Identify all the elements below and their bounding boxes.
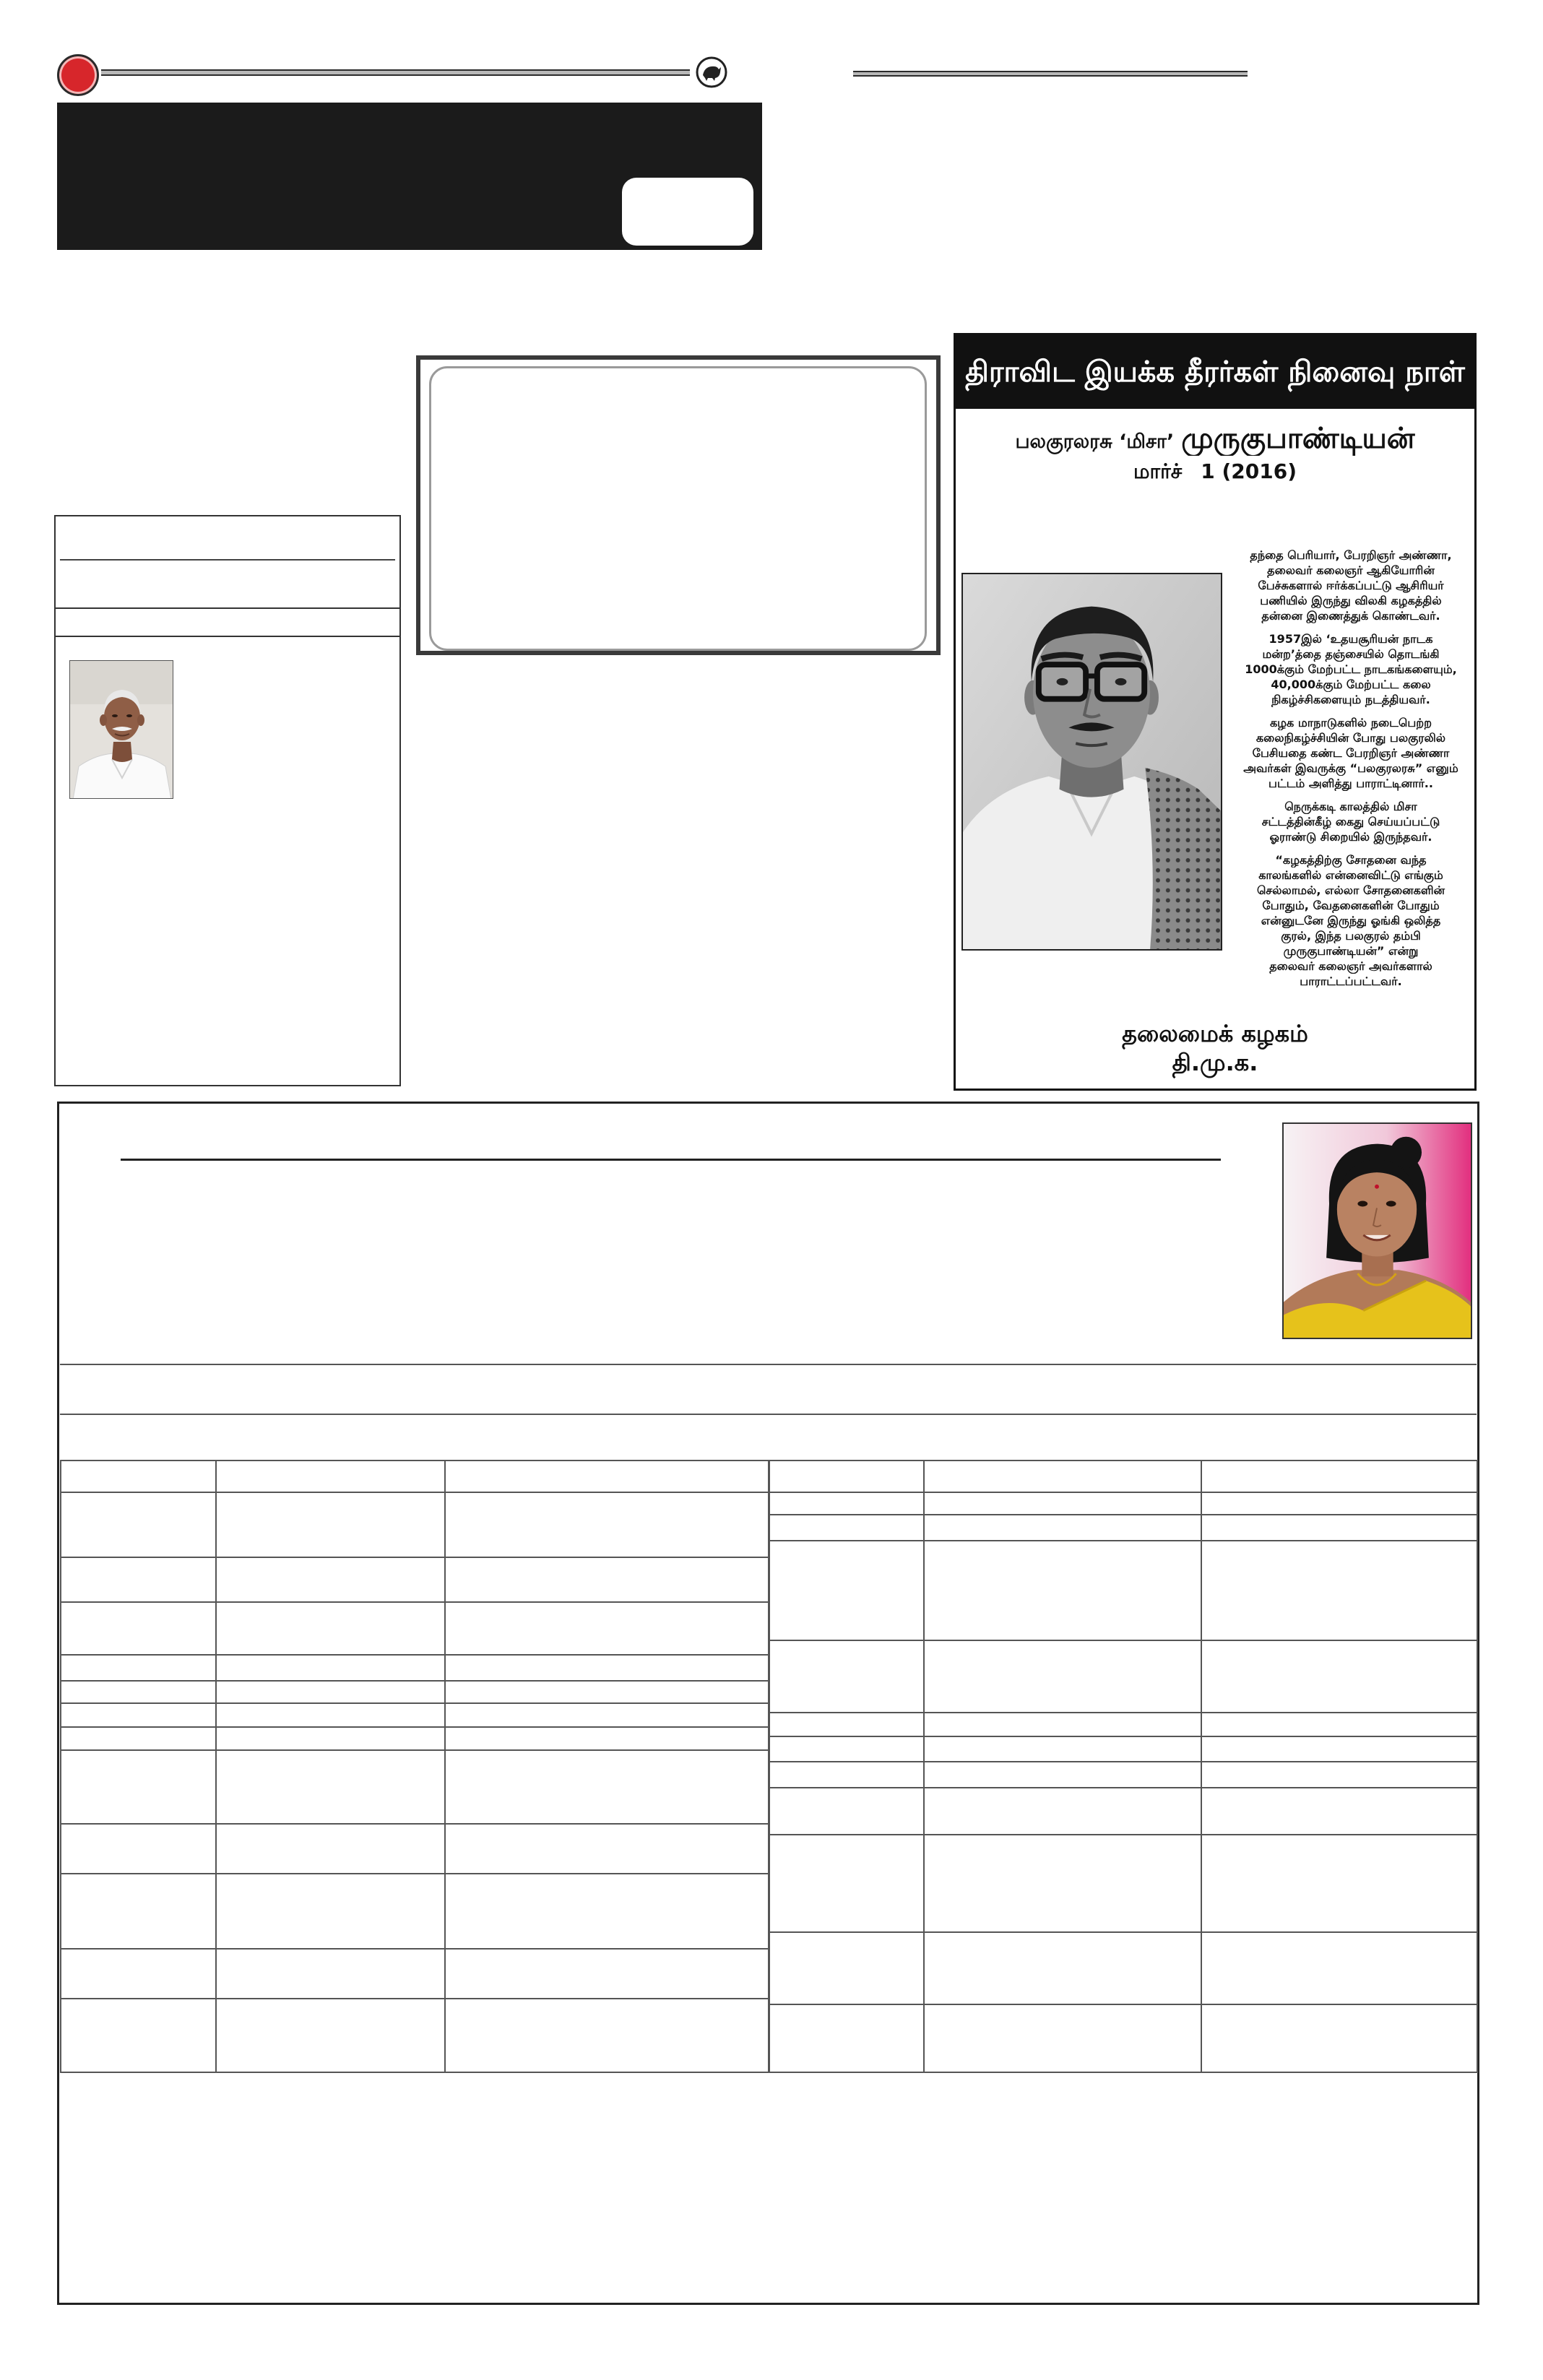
table-cell	[445, 1655, 769, 1681]
table-cell	[1201, 1932, 1477, 2004]
ad-biography	[1228, 548, 1474, 997]
table-cell	[769, 1788, 924, 1835]
bio-line: தலைவர் கலைஞர் அவர்களால்	[1269, 959, 1432, 973]
table-cell	[924, 1713, 1201, 1736]
table-cell	[216, 1681, 445, 1703]
table-cell	[445, 1703, 769, 1727]
bio-paragraph	[1228, 715, 1474, 791]
table-cell	[1201, 1640, 1477, 1713]
section-rule	[60, 1414, 1477, 1415]
table-cell	[924, 1640, 1201, 1713]
bio-line: நிகழ்ச்சிகளையும் நடத்தியவர்.	[1271, 693, 1430, 706]
headline-rule	[121, 1159, 1221, 1161]
elder-portrait-illustration	[70, 661, 173, 799]
table-cell	[61, 1461, 216, 1492]
bull-emblem-icon	[695, 56, 728, 89]
ad-date-value: 1 (2016)	[1201, 459, 1297, 483]
table-cell	[61, 1949, 216, 1999]
bio-line: பாராட்டப்பட்டவர்.	[1300, 974, 1402, 988]
table-row	[61, 1727, 769, 1750]
bio-line: “கழகத்திற்கு சோதனை வந்த	[1275, 853, 1427, 867]
section-rule	[60, 1364, 1477, 1365]
bio-paragraph	[1228, 799, 1474, 844]
woman-portrait-illustration	[1284, 1124, 1471, 1338]
bio-line: போதும், வேதனைகளின் போதும்	[1262, 899, 1440, 912]
table-row	[769, 1713, 1477, 1736]
bottom-article-box	[57, 1102, 1479, 2305]
bio-paragraph	[1228, 852, 1474, 989]
table-cell	[61, 1824, 216, 1874]
table-cell	[216, 1655, 445, 1681]
bio-line: பணியில் இருந்து விலகி கழகத்தில்	[1260, 594, 1442, 607]
portrait-face	[1337, 1159, 1417, 1256]
bio-line: சட்டத்தின்கீழ் கைது செய்யப்பட்டு	[1261, 815, 1440, 828]
table-row	[769, 1640, 1477, 1713]
table-cell	[445, 1681, 769, 1703]
ad-date-month: மார்ச்	[1133, 459, 1183, 483]
table-cell	[924, 1736, 1201, 1762]
bio-line: தன்னை இணைத்துக் கொண்டவர்.	[1261, 609, 1440, 623]
bio-line: ஓராண்டு சிறையில் இருந்தவர்.	[1269, 830, 1432, 844]
table-cell	[216, 1727, 445, 1750]
table-cell	[61, 1727, 216, 1750]
table-cell	[61, 1874, 216, 1949]
table-cell	[1201, 2004, 1477, 2072]
table-cell	[445, 1461, 769, 1492]
table-cell	[769, 1713, 924, 1736]
left-column-rule	[60, 559, 395, 561]
banner-white-tab	[622, 178, 753, 246]
table-cell	[445, 1949, 769, 1999]
woman-portrait-photo	[1282, 1122, 1472, 1339]
ad-name-line	[956, 421, 1474, 456]
table-row	[61, 1999, 769, 2072]
left-column-box	[54, 515, 401, 1086]
table-row	[61, 1703, 769, 1727]
table-cell	[924, 1515, 1201, 1541]
table-row	[769, 1541, 1477, 1640]
table-cell	[1201, 1713, 1477, 1736]
bio-line: பேசியதை கண்ட பேரறிஞர் அண்ணா	[1252, 746, 1450, 760]
table-cell	[924, 1788, 1201, 1835]
table-cell	[216, 1949, 445, 1999]
bio-line: பேச்சுகளால் ஈர்க்கப்பட்டு ஆசிரியர்	[1258, 579, 1444, 592]
table-row	[61, 1681, 769, 1703]
masthead-rule-left	[101, 69, 690, 76]
table-row	[769, 1835, 1477, 1932]
table-cell	[924, 1492, 1201, 1515]
table-cell	[216, 1824, 445, 1874]
table-cell	[924, 1461, 1201, 1492]
bio-line: பட்டம் அளித்து பாராட்டினார்..	[1268, 776, 1433, 790]
red-circle-logo	[57, 54, 99, 96]
table-cell	[216, 1557, 445, 1602]
table-row	[769, 1788, 1477, 1835]
table-cell	[1201, 1736, 1477, 1762]
table-cell	[445, 1999, 769, 2072]
table-cell	[216, 1874, 445, 1949]
elder-portrait-photo	[69, 660, 173, 799]
table-cell	[769, 1541, 924, 1640]
table-cell	[445, 1750, 769, 1824]
bio-line: கலைநிகழ்ச்சியின் போது பலகுரலில்	[1255, 731, 1446, 745]
emblem-graphic	[695, 56, 728, 89]
table-cell	[445, 1557, 769, 1602]
table-cell	[445, 1492, 769, 1557]
ad-name: முருகுபாண்டியன்	[1181, 422, 1415, 455]
table-cell	[769, 1461, 924, 1492]
table-cell	[924, 1835, 1201, 1932]
table-cell	[924, 2004, 1201, 2072]
table-cell	[1201, 1461, 1477, 1492]
table-cell	[61, 1602, 216, 1655]
bio-line: 1000க்கும் மேற்பட்ட நாடகங்களையும்,	[1245, 662, 1457, 676]
bio-line: செல்லாமல், எல்லா சோதனைகளின்	[1256, 883, 1445, 897]
bio-line: தந்தை பெரியார், பேரறிஞர் அண்ணா,	[1250, 548, 1452, 562]
bio-line: 1957இல் ‘உதயசூரியன் நாடக	[1268, 632, 1433, 646]
table-cell	[445, 1727, 769, 1750]
table-header-row	[61, 1461, 769, 1492]
bio-line: நெருக்கடி காலத்தில் மிசா	[1284, 800, 1417, 813]
bio-line: குரல், இந்த பலகுரல் தம்பி	[1281, 929, 1421, 943]
ad-footer-organization: தலைமைக் கழகம்	[1122, 1020, 1308, 1047]
bio-line: காலங்களில் என்னைவிட்டு எங்கும்	[1258, 868, 1443, 882]
table-cell	[216, 1492, 445, 1557]
table-header-row	[769, 1461, 1477, 1492]
table-cell	[61, 1703, 216, 1727]
table-cell	[216, 1602, 445, 1655]
table-cell	[1201, 1788, 1477, 1835]
bio-line: அவர்கள் இவருக்கு “பலகுரலரசு” எனும்	[1243, 761, 1458, 775]
table-cell	[216, 1999, 445, 2072]
table-row	[769, 2004, 1477, 2072]
table-row	[769, 1762, 1477, 1788]
table-cell	[769, 1736, 924, 1762]
table-cell	[1201, 1762, 1477, 1788]
table-cell	[445, 1824, 769, 1874]
schedule-table-right	[768, 1460, 1478, 2073]
bio-line: என்னுடனே இருந்து ஓங்கி ஒலித்த	[1261, 914, 1441, 927]
ad-name-prefix: பலகுரலரசு ‘மிசா’	[1015, 430, 1175, 453]
table-cell	[61, 1655, 216, 1681]
ad-portrait-photo	[961, 573, 1222, 951]
black-banner	[57, 103, 762, 250]
table-cell	[1201, 1492, 1477, 1515]
table-row	[769, 1932, 1477, 2004]
bio-line: மன்ற’த்தை தஞ்சையில் தொடங்கி	[1262, 647, 1440, 661]
bio-paragraph	[1228, 548, 1474, 623]
table-cell	[216, 1750, 445, 1824]
table-cell	[445, 1602, 769, 1655]
table-cell	[445, 1874, 769, 1949]
table-cell	[769, 1932, 924, 2004]
table-cell	[61, 1681, 216, 1703]
table-cell	[61, 1492, 216, 1557]
table-row	[61, 1750, 769, 1824]
table-row	[61, 1824, 769, 1874]
table-cell	[769, 1835, 924, 1932]
table-cell	[1201, 1515, 1477, 1541]
table-cell	[769, 1762, 924, 1788]
table-cell	[924, 1541, 1201, 1640]
masthead-rule-right	[853, 71, 1248, 77]
bio-paragraph	[1228, 631, 1474, 707]
memorial-advertisement	[954, 333, 1477, 1091]
left-column-band	[56, 607, 399, 637]
center-framed-box	[416, 355, 941, 655]
table-cell	[216, 1461, 445, 1492]
ad-header-title: திராவிட இயக்க தீரர்கள் நினைவு நாள்	[956, 335, 1474, 409]
table-cell	[1201, 1541, 1477, 1640]
ad-date-line	[956, 457, 1474, 486]
bio-line: 40,000க்கும் மேற்பட்ட கலை	[1271, 678, 1431, 691]
bio-line: முருகுபாண்டியன்” என்று	[1283, 944, 1419, 958]
center-rounded-panel	[429, 366, 927, 651]
bio-line: தலைவர் கலைஞர் ஆகியோரின்	[1267, 563, 1435, 577]
table-cell	[769, 1640, 924, 1713]
table-cell	[61, 1999, 216, 2072]
schedule-table-left	[60, 1460, 770, 2073]
table-cell	[769, 1492, 924, 1515]
table-row	[61, 1492, 769, 1557]
table-cell	[769, 2004, 924, 2072]
table-row	[61, 1557, 769, 1602]
table-row	[61, 1874, 769, 1949]
table-cell	[1201, 1835, 1477, 1932]
table-row	[61, 1602, 769, 1655]
table-row	[769, 1736, 1477, 1762]
table-row	[769, 1492, 1477, 1515]
table-cell	[924, 1932, 1201, 2004]
table-cell	[61, 1557, 216, 1602]
table-cell	[769, 1515, 924, 1541]
table-cell	[61, 1750, 216, 1824]
ad-footer-party: தி.மு.க.	[1172, 1049, 1258, 1076]
bio-line: கழக மாநாடுகளில் நடைபெற்ற	[1269, 716, 1432, 730]
table-cell	[924, 1762, 1201, 1788]
ad-portrait-illustration	[963, 574, 1221, 949]
table-row	[61, 1949, 769, 1999]
table-row	[61, 1655, 769, 1681]
table-row	[769, 1515, 1477, 1541]
table-cell	[216, 1703, 445, 1727]
